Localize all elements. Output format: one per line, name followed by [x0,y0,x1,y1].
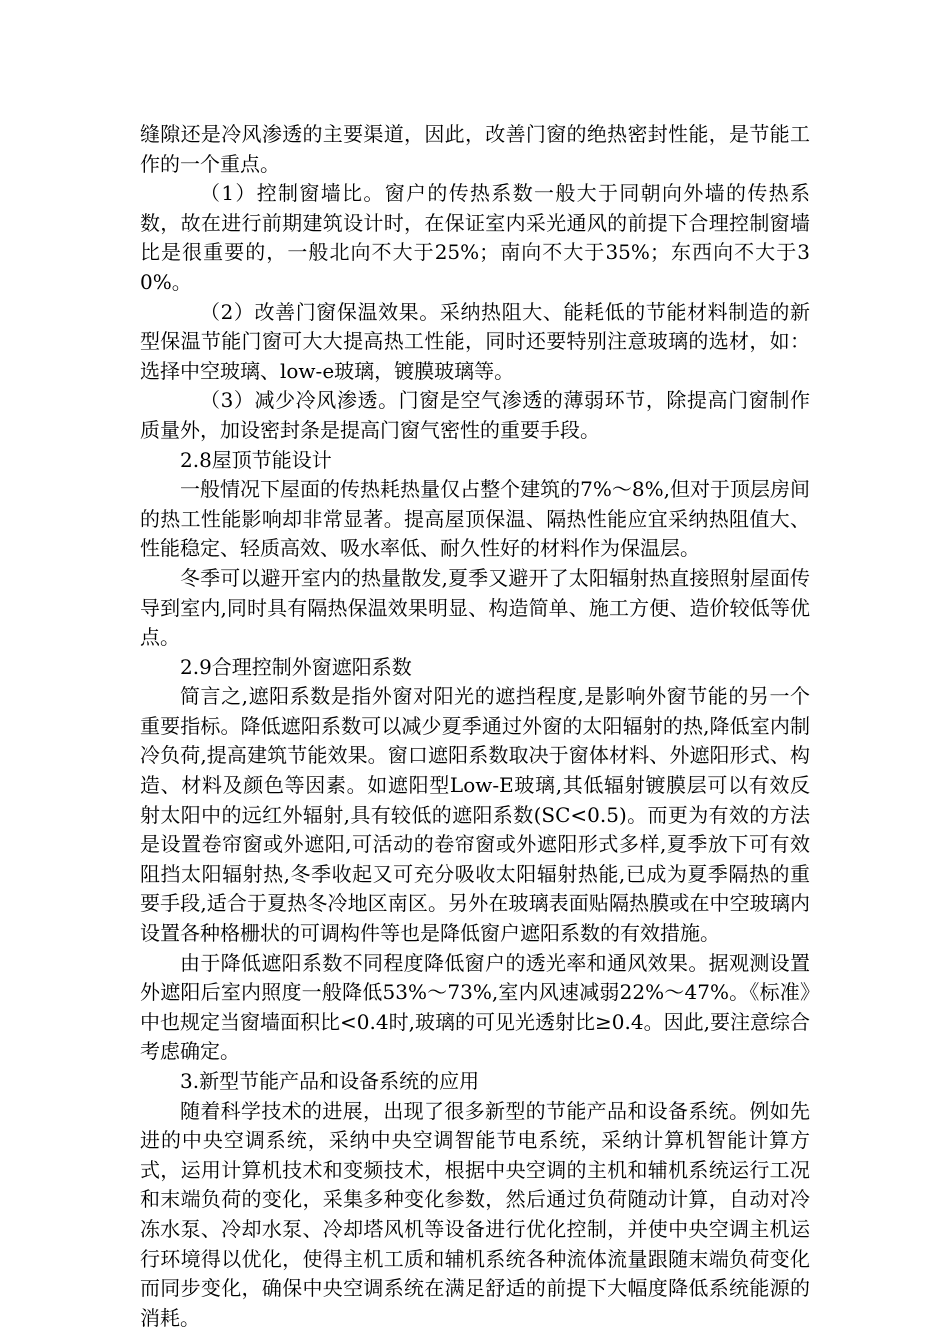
paragraph-shading-tradeoff: 由于降低遮阳系数不同程度降低窗户的透光率和通风效果。据观测设置外遮阳后室内照度一般降低53%～73%,室内风速减弱22%～47%。《标准》中也规定当窗墙面积比<0.4时,玻璃的可见光透射比≥0.4。因此,要注意综合考虑确定。 [140,950,810,1064]
paragraph-roof-benefits: 冬季可以避开室内的热量散发,夏季又避开了太阳辐射热直接照射屋面传导到室内,同时具有隔热保温效果明显、构造简单、施工方便、造价较低等优点。 [140,565,810,650]
paragraph-window-wall-ratio: （1）控制窗墙比。窗户的传热系数一般大于同朝向外墙的传热系数，故在进行前期建筑设计时，在保证室内采光通风的前提下合理控制窗墙比是很重要的，一般北向不大于25%；南向不大于35%；东西向不大于30%。 [140,181,810,294]
paragraph-air-infiltration: （3）减少冷风渗透。门窗是空气渗透的薄弱环节，除提高门窗制作质量外，加设密封条是提高门窗气密性的重要手段。 [140,388,810,442]
paragraph-continuation: 缝隙还是冷风渗透的主要渠道，因此，改善门窗的绝热密封性能，是节能工作的一个重点。 [140,122,810,176]
paragraph-roof-heat-loss: 一般情况下屋面的传热耗热量仅占整个建筑的7%～8%,但对于顶层房间的热工性能影响却非常显著。提高屋顶保温、隔热性能应宜采纳热阻值大、性能稳定、轻质高效、吸水率低、耐久性好的材料作为保温层。 [140,477,810,561]
paragraph-shading-coefficient: 简言之,遮阳系数是指外窗对阳光的遮挡程度,是影响外窗节能的另一个重要指标。降低遮阳系数可以减少夏季通过外窗的太阳辐射的热,降低室内制冷负荷,提高建筑节能效果。窗口遮阳系数取决于窗体材料、外遮阳形式、构造、材料及颜色等因素。如遮阳型Low-E玻璃,其低辐射镀膜层可以有效反射太阳中的远红外辐射,具有较低的遮阳系数(SC<0.5)。而更为有效的方法是设置卷帘窗或外遮阳,可活动的卷帘窗或外遮阳形式多样,夏季放下可有效阻挡太阳辐射热,冬季收起又可充分吸收太阳辐射热能,已成为夏季隔热的重要手段,适合于夏热冬冷地区南区。另外在玻璃表面贴隔热膜或在中空玻璃内设置各种格栅状的可调构件等也是降低窗户遮阳系数的有效措施。 [140,684,810,946]
section-heading-new-products: 3.新型节能产品和设备系统的应用 [180,1069,480,1093]
section-heading-shading: 2.9合理控制外窗遮阳系数 [180,654,412,679]
section-heading-roof: 2.8屋顶节能设计 [180,447,332,472]
document-page [140,120,810,1333]
paragraph-window-insulation: （2）改善门窗保温效果。采纳热阻大、能耗低的节能材料制造的新型保温节能门窗可大大提高热工性能，同时还要特别注意玻璃的选材，如：选择中空玻璃、low-e玻璃，镀膜玻璃等。 [140,299,810,383]
paragraph-hvac-systems: 随着科学技术的进展，出现了很多新型的节能产品和设备系统。例如先进的中央空调系统，采纳中央空调智能节电系统，采纳计算机智能计算方式，运用计算机技术和变频技术，根据中央空调的主机和辅机系统运行工况和末端负荷的变化，采集多种变化参数，然后通过负荷随动计算，自动对冷冻水泵、冷却水泵、冷却塔风机等设备进行优化控制，并使中央空调主机运行环境得以优化，使得主机工质和辅机系统各种流体流量跟随末端负荷变化而同步变化，确保中央空调系统在满足舒适的前提下大幅度降低系统能源的消耗。 [140,1098,810,1330]
